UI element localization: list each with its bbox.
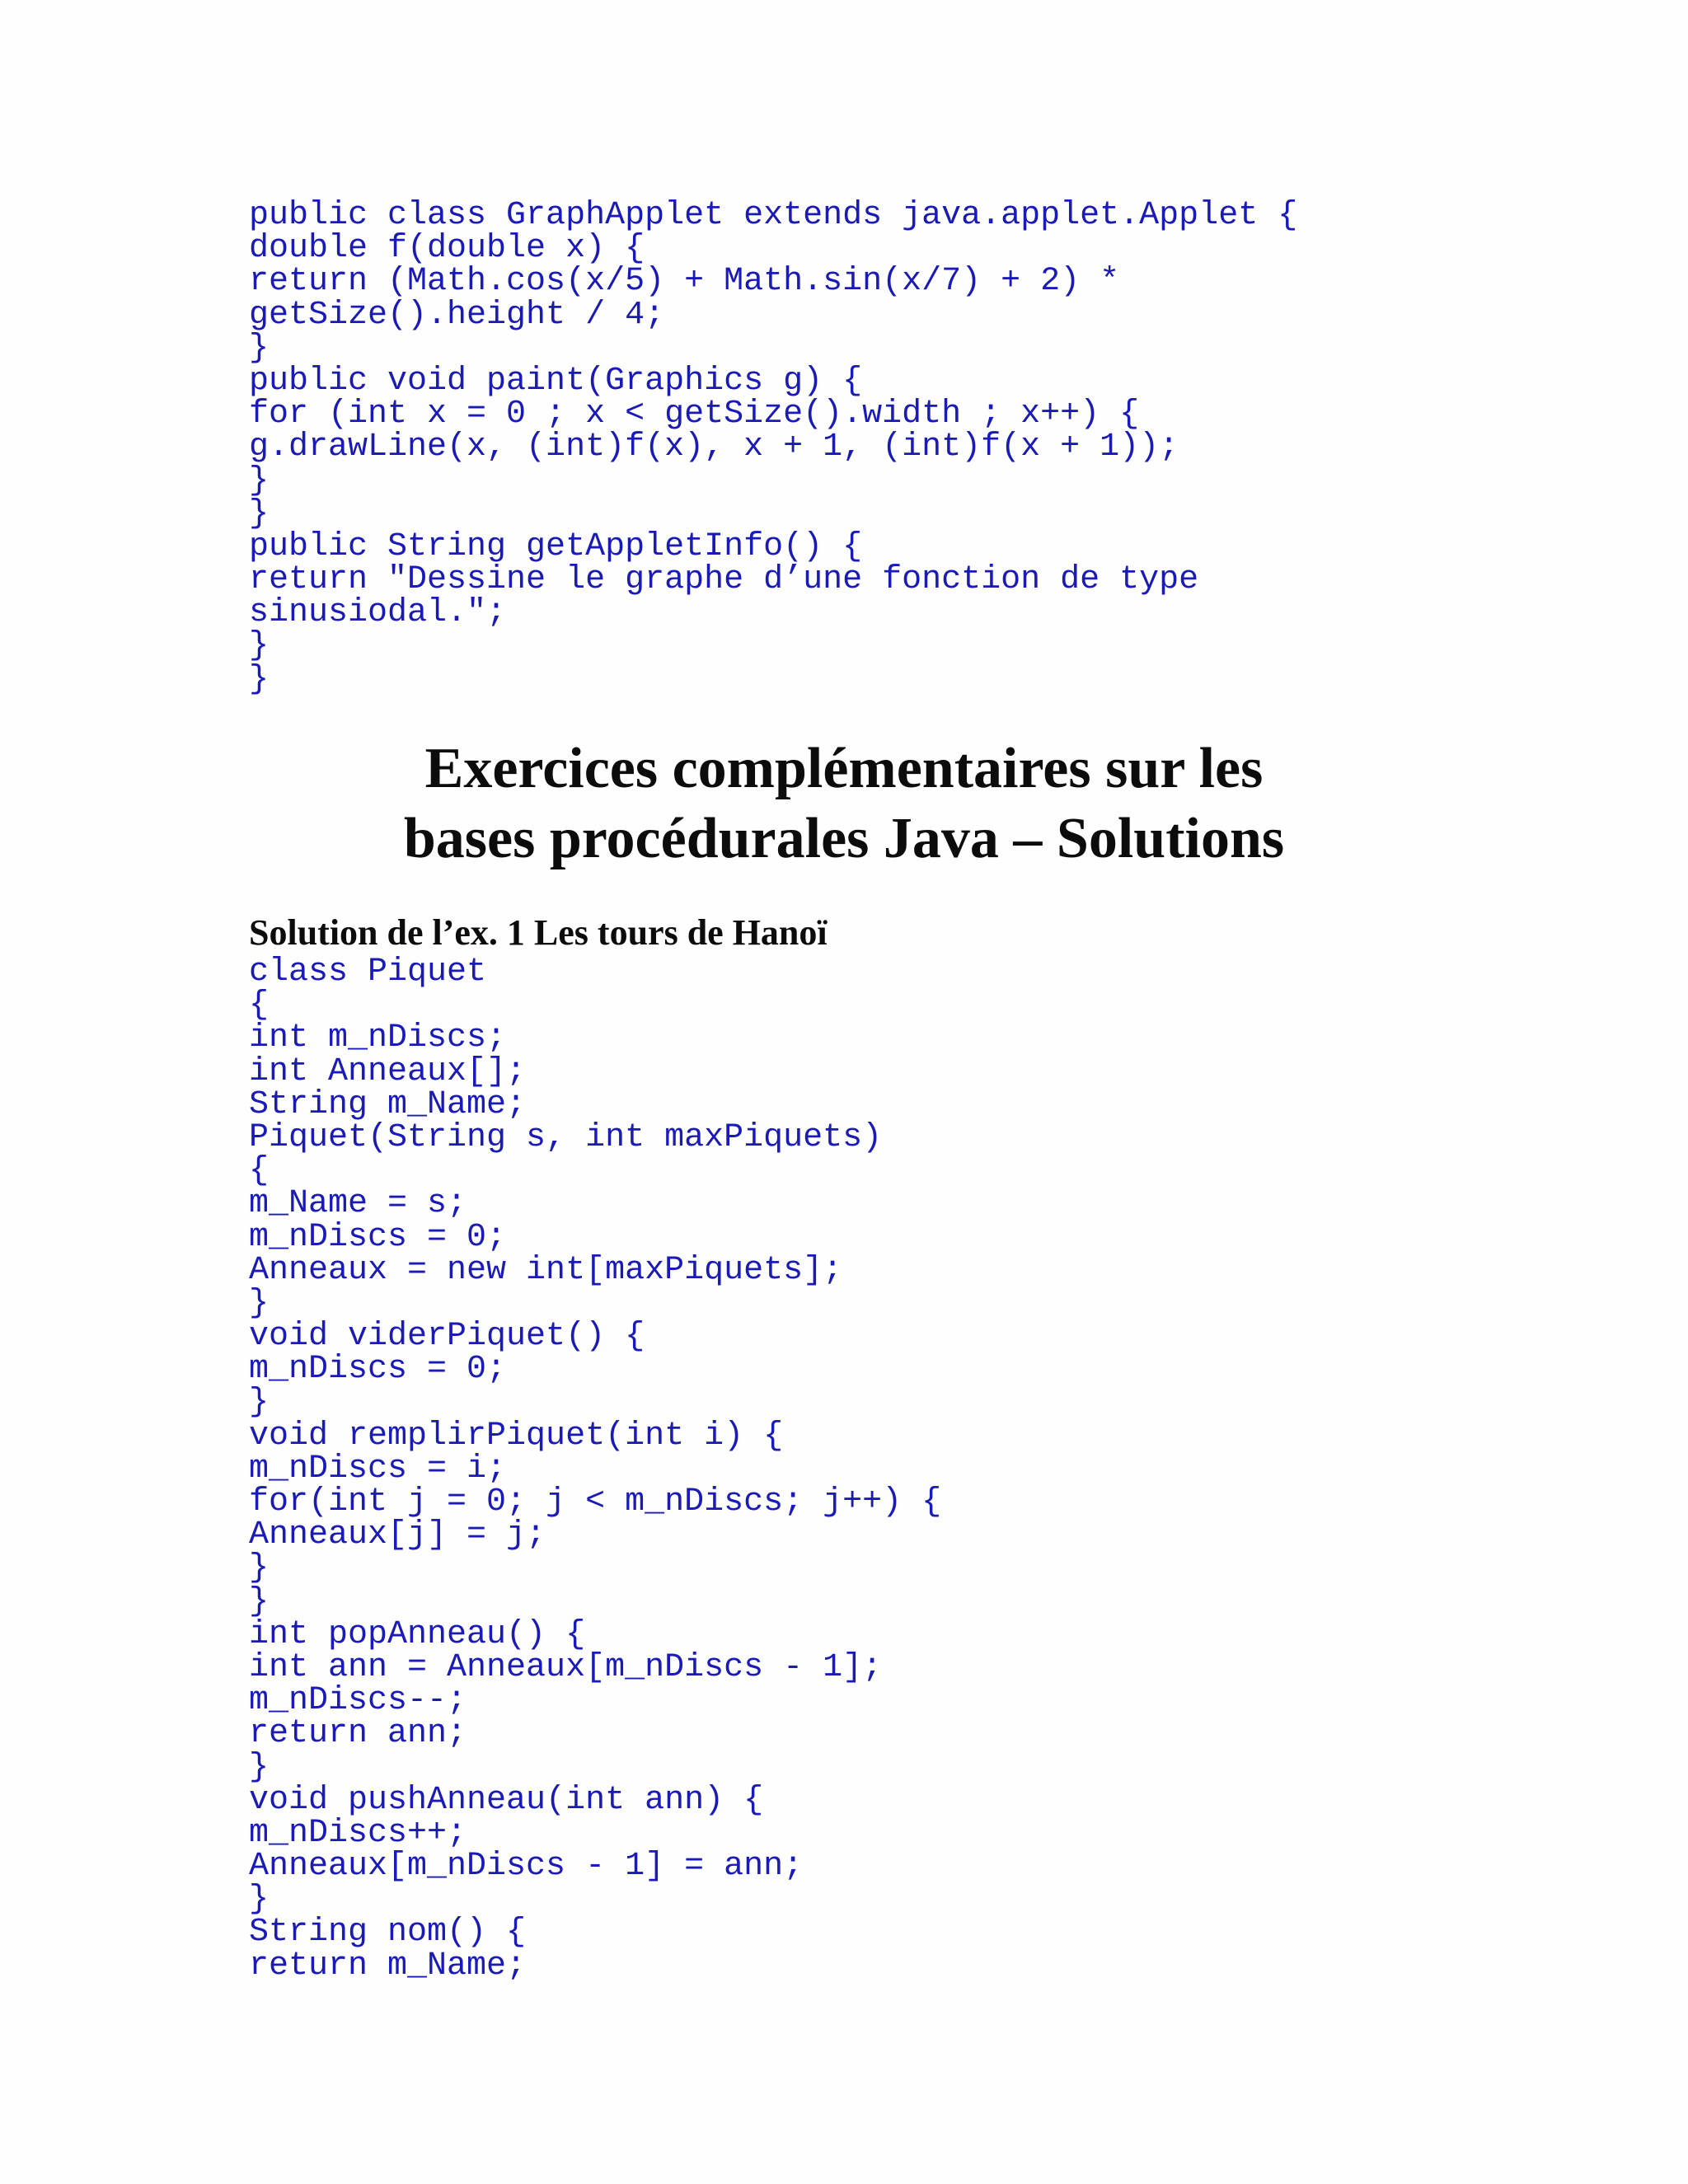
code-line: void remplirPiquet(int i) { [249, 1417, 784, 1455]
code-line: int popAnneau() { [249, 1615, 586, 1653]
code-line: double f(double x) { [249, 230, 645, 268]
code-line: Anneaux = new int[maxPiquets]; [249, 1251, 843, 1289]
code-line: m_nDiscs = 0; [249, 1351, 507, 1389]
code-line: } [249, 329, 270, 367]
code-line: Piquet(String s, int maxPiquets) [249, 1118, 883, 1156]
code-line: } [249, 462, 270, 499]
code-line: public void paint(Graphics g) { [249, 362, 863, 400]
code-line: void pushAnneau(int ann) { [249, 1781, 764, 1819]
code-line: m_Name = s; [249, 1185, 467, 1223]
code-line: return ann; [249, 1715, 467, 1753]
section-title [0, 733, 1688, 874]
code-line: { [249, 1152, 270, 1190]
code-line: class Piquet [249, 954, 487, 991]
code-line: int Anneaux[]; [249, 1052, 527, 1090]
code-line: } [249, 1284, 270, 1322]
code-line: m_nDiscs = i; [249, 1450, 507, 1488]
code-line: String nom() { [249, 1914, 527, 1952]
code-line: return (Math.cos(x/5) + Math.sin(x/7) + 2) * [249, 263, 1120, 301]
section-title-line-1: Exercices complémentaires sur les [424, 737, 1264, 800]
code-line: int m_nDiscs; [249, 1019, 507, 1057]
code-line: void viderPiquet() { [249, 1318, 645, 1356]
code-line: m_nDiscs++; [249, 1814, 467, 1852]
graph-applet-code-block [249, 199, 1297, 696]
code-line: g.drawLine(x, (int)f(x), x + 1, (int)f(x + 1)); [249, 429, 1179, 466]
code-line: return m_Name; [249, 1947, 527, 1985]
code-line: { [249, 987, 270, 1024]
code-line: } [249, 627, 270, 665]
code-line: } [249, 1582, 270, 1620]
code-line: sinusiodal."; [249, 594, 507, 632]
code-line: m_nDiscs = 0; [249, 1218, 507, 1256]
code-line: public String getAppletInfo() { [249, 527, 863, 565]
code-line: Anneaux[m_nDiscs - 1] = ann; [249, 1848, 804, 1886]
code-line: for(int j = 0; j < m_nDiscs; j++) { [249, 1483, 942, 1521]
code-line: } [249, 494, 270, 532]
solution-heading: Solution de l’ex. 1 Les tours de Hanoï [249, 912, 828, 953]
code-line: for (int x = 0 ; x < getSize().width ; x++) { [249, 396, 1140, 434]
code-line: } [249, 1384, 270, 1422]
code-line: int ann = Anneaux[m_nDiscs - 1]; [249, 1648, 883, 1686]
code-line: return "Dessine le graphe d’une fonction de type [249, 561, 1199, 599]
code-line: public class GraphApplet extends java.applet.Applet { [249, 197, 1298, 234]
code-line: m_nDiscs--; [249, 1682, 467, 1720]
piquet-class-code-block [249, 956, 941, 1983]
code-line: } [249, 660, 270, 698]
code-line: } [249, 1881, 270, 1919]
section-title-line-2: bases procédurales Java – Solutions [403, 807, 1285, 870]
code-line: } [249, 1748, 270, 1786]
code-line: } [249, 1549, 270, 1587]
code-line: Anneaux[j] = j; [249, 1516, 546, 1554]
code-line: getSize().height / 4; [249, 296, 665, 334]
code-line: String m_Name; [249, 1085, 527, 1123]
